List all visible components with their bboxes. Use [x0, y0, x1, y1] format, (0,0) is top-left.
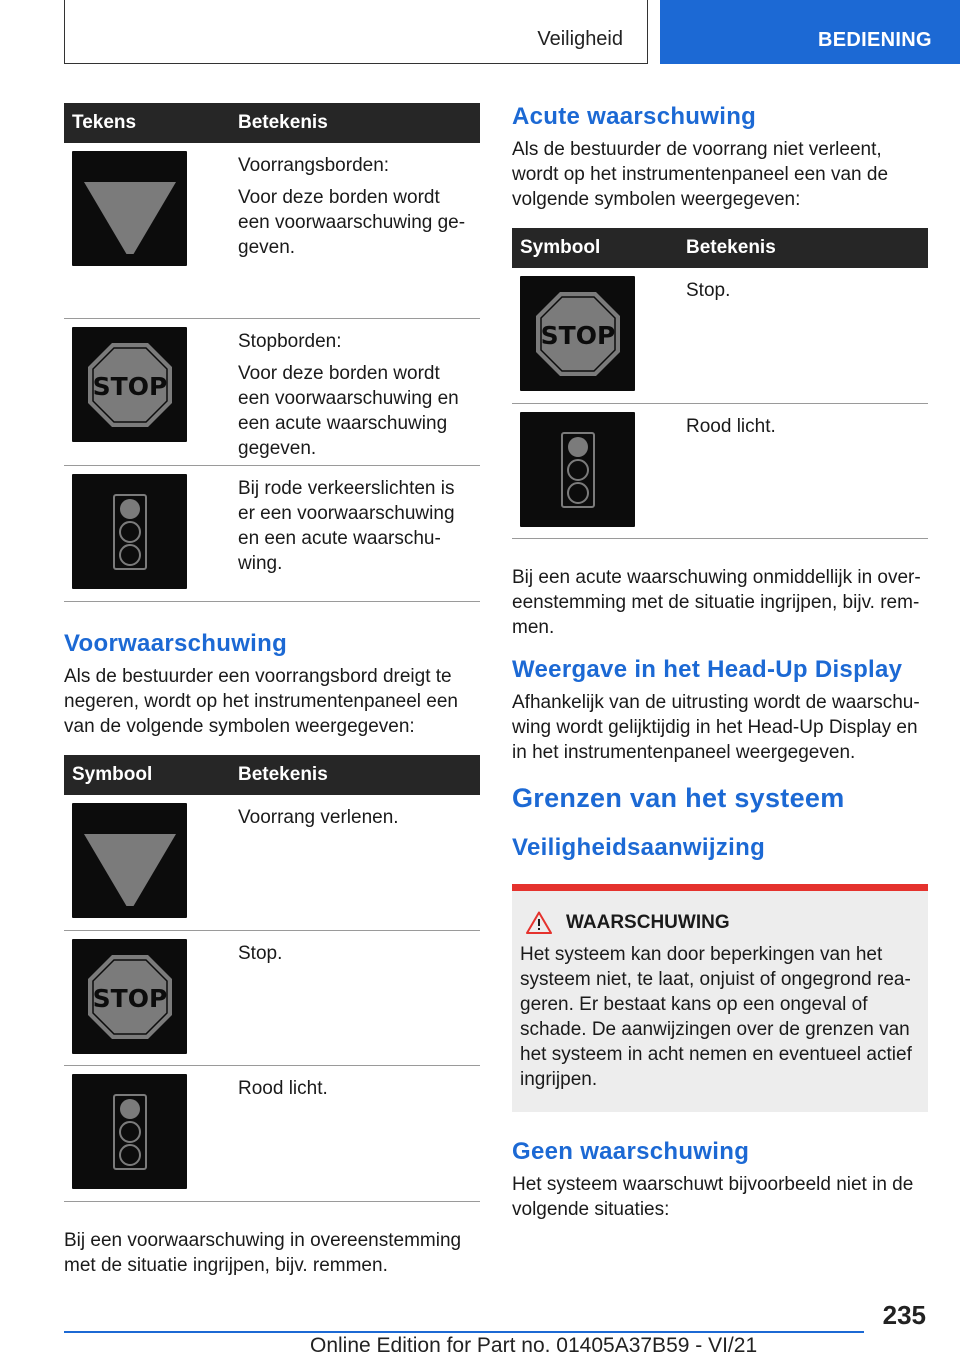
no-warning-text: Het systeem waarschuwt bijvoorbeeld niet in de volgende situaties:: [512, 1174, 914, 1220]
signs-table-row: [64, 466, 480, 602]
prewarning-table-header: [64, 755, 480, 795]
warning-triangle-icon: [526, 911, 552, 934]
signs-table-header: [64, 103, 480, 143]
signs-table-row: [64, 143, 480, 319]
yield-sign-icon: [72, 803, 187, 918]
signs-row3-line1: Bij rode verkeerslichten is er een voorwaarschuwing en een acute waarschu-wing.: [238, 478, 455, 574]
stop-sign-icon: [520, 276, 635, 391]
footer-edition: Online Edition for Part no. 01405A37B59 - VI/21: [310, 1334, 758, 1357]
hud-text: Afhankelijk van de uitrusting wordt de waarschu-wing wordt gelijktijdig in het Head-Up Display en in het instrumentenpaneel weergegeven.: [512, 692, 920, 763]
header-chapter-tab[interactable]: [660, 0, 960, 64]
signs-row2-line2: Voor deze borden wordt een voorwaarschuwing en een acute waarschuwing gegeven.: [238, 363, 459, 459]
acute-intro: Als de bestuurder de voorrang niet verleent, wordt op het instrumentenpaneel een van de volgende symbolen weergegeven:: [512, 139, 889, 210]
prewarning-table-row: [64, 931, 480, 1066]
limits-subheading: Veiligheidsaanwijzing: [512, 834, 766, 861]
signs-row1-line1: Voorrangsborden:: [238, 155, 390, 176]
header-section-title: Veiligheid: [537, 28, 623, 50]
warning-title-row: [520, 911, 920, 934]
right-column: [512, 103, 928, 1222]
prewarning-row1-text: Voorrang verlenen.: [238, 807, 399, 828]
warning-title: WAARSCHUWING: [566, 911, 730, 933]
acute-outro: Bij een acute waarschuwing onmiddellijk in over-eenstemming met de situatie ingrijpen, bijv. rem-men.: [512, 567, 921, 638]
traffic-light-icon: [72, 474, 187, 589]
signs-table-row: [64, 319, 480, 466]
header-section-box: [64, 0, 648, 64]
header-chapter-label: BEDIENING: [818, 29, 932, 51]
prewarning-table-col1: Symbool: [72, 764, 153, 785]
acute-row1-text: Stop.: [686, 280, 731, 301]
signs-table: [64, 103, 480, 602]
prewarning-outro: Bij een voorwaarschuwing in overeenstemming met de situatie ingrijpen, bijv. remmen.: [64, 1230, 462, 1276]
yield-sign-icon: [72, 151, 187, 266]
acute-table: [512, 228, 928, 539]
stop-sign-icon: [72, 327, 187, 442]
stop-sign-icon: [72, 939, 187, 1054]
prewarning-table-row: [64, 795, 480, 931]
page-number: 235: [882, 1300, 926, 1330]
limits-heading: Grenzen van het systeem: [512, 783, 845, 813]
prewarning-intro: Als de bestuurder een voorrangsbord dreigt te negeren, wordt op het instrumentenpaneel een van de volgende symbolen weergegeven:: [64, 666, 458, 737]
svg-text:STOP: STOP: [540, 320, 615, 350]
signs-row2-line1: Stopborden:: [238, 331, 342, 352]
acute-table-row: [512, 268, 928, 404]
svg-text:STOP: STOP: [92, 371, 167, 401]
traffic-light-icon: [72, 1074, 187, 1189]
prewarning-table: [64, 755, 480, 1202]
svg-text:STOP: STOP: [92, 983, 167, 1013]
prewarning-row3-text: Rood licht.: [238, 1078, 328, 1099]
warning-box: [512, 884, 928, 1112]
signs-table-col1: Tekens: [72, 112, 137, 133]
signs-row1-line2: Voor deze borden wordt een voorwaarschuwing ge-geven.: [238, 187, 466, 258]
warning-text: Het systeem kan door beperkingen van het systeem niet, te laat, onjuist of ongegrond rea-geren. Er bestaat kans op een ongeval of schade. De aanwijzingen over de grenzen van het systeem in acht nemen en eventueel actief ingrijpen.: [520, 944, 912, 1090]
prewarning-table-row: [64, 1066, 480, 1202]
prewarning-row2-text: Stop.: [238, 943, 283, 964]
hud-heading: Weergave in het Head-Up Display: [512, 656, 903, 683]
acute-heading: Acute waarschuwing: [512, 103, 757, 130]
acute-table-row: [512, 404, 928, 539]
signs-table-col2: Betekenis: [238, 112, 328, 133]
footer-divider: [64, 1331, 864, 1333]
acute-table-col1: Symbool: [520, 237, 601, 258]
acute-row2-text: Rood licht.: [686, 416, 776, 437]
traffic-light-icon: [520, 412, 635, 527]
prewarning-heading: Voorwaarschuwing: [64, 630, 288, 657]
acute-table-header: [512, 228, 928, 268]
left-column: [64, 103, 480, 1278]
acute-table-col2: Betekenis: [686, 237, 776, 258]
prewarning-table-col2: Betekenis: [238, 764, 328, 785]
no-warning-heading: Geen waarschuwing: [512, 1138, 750, 1165]
